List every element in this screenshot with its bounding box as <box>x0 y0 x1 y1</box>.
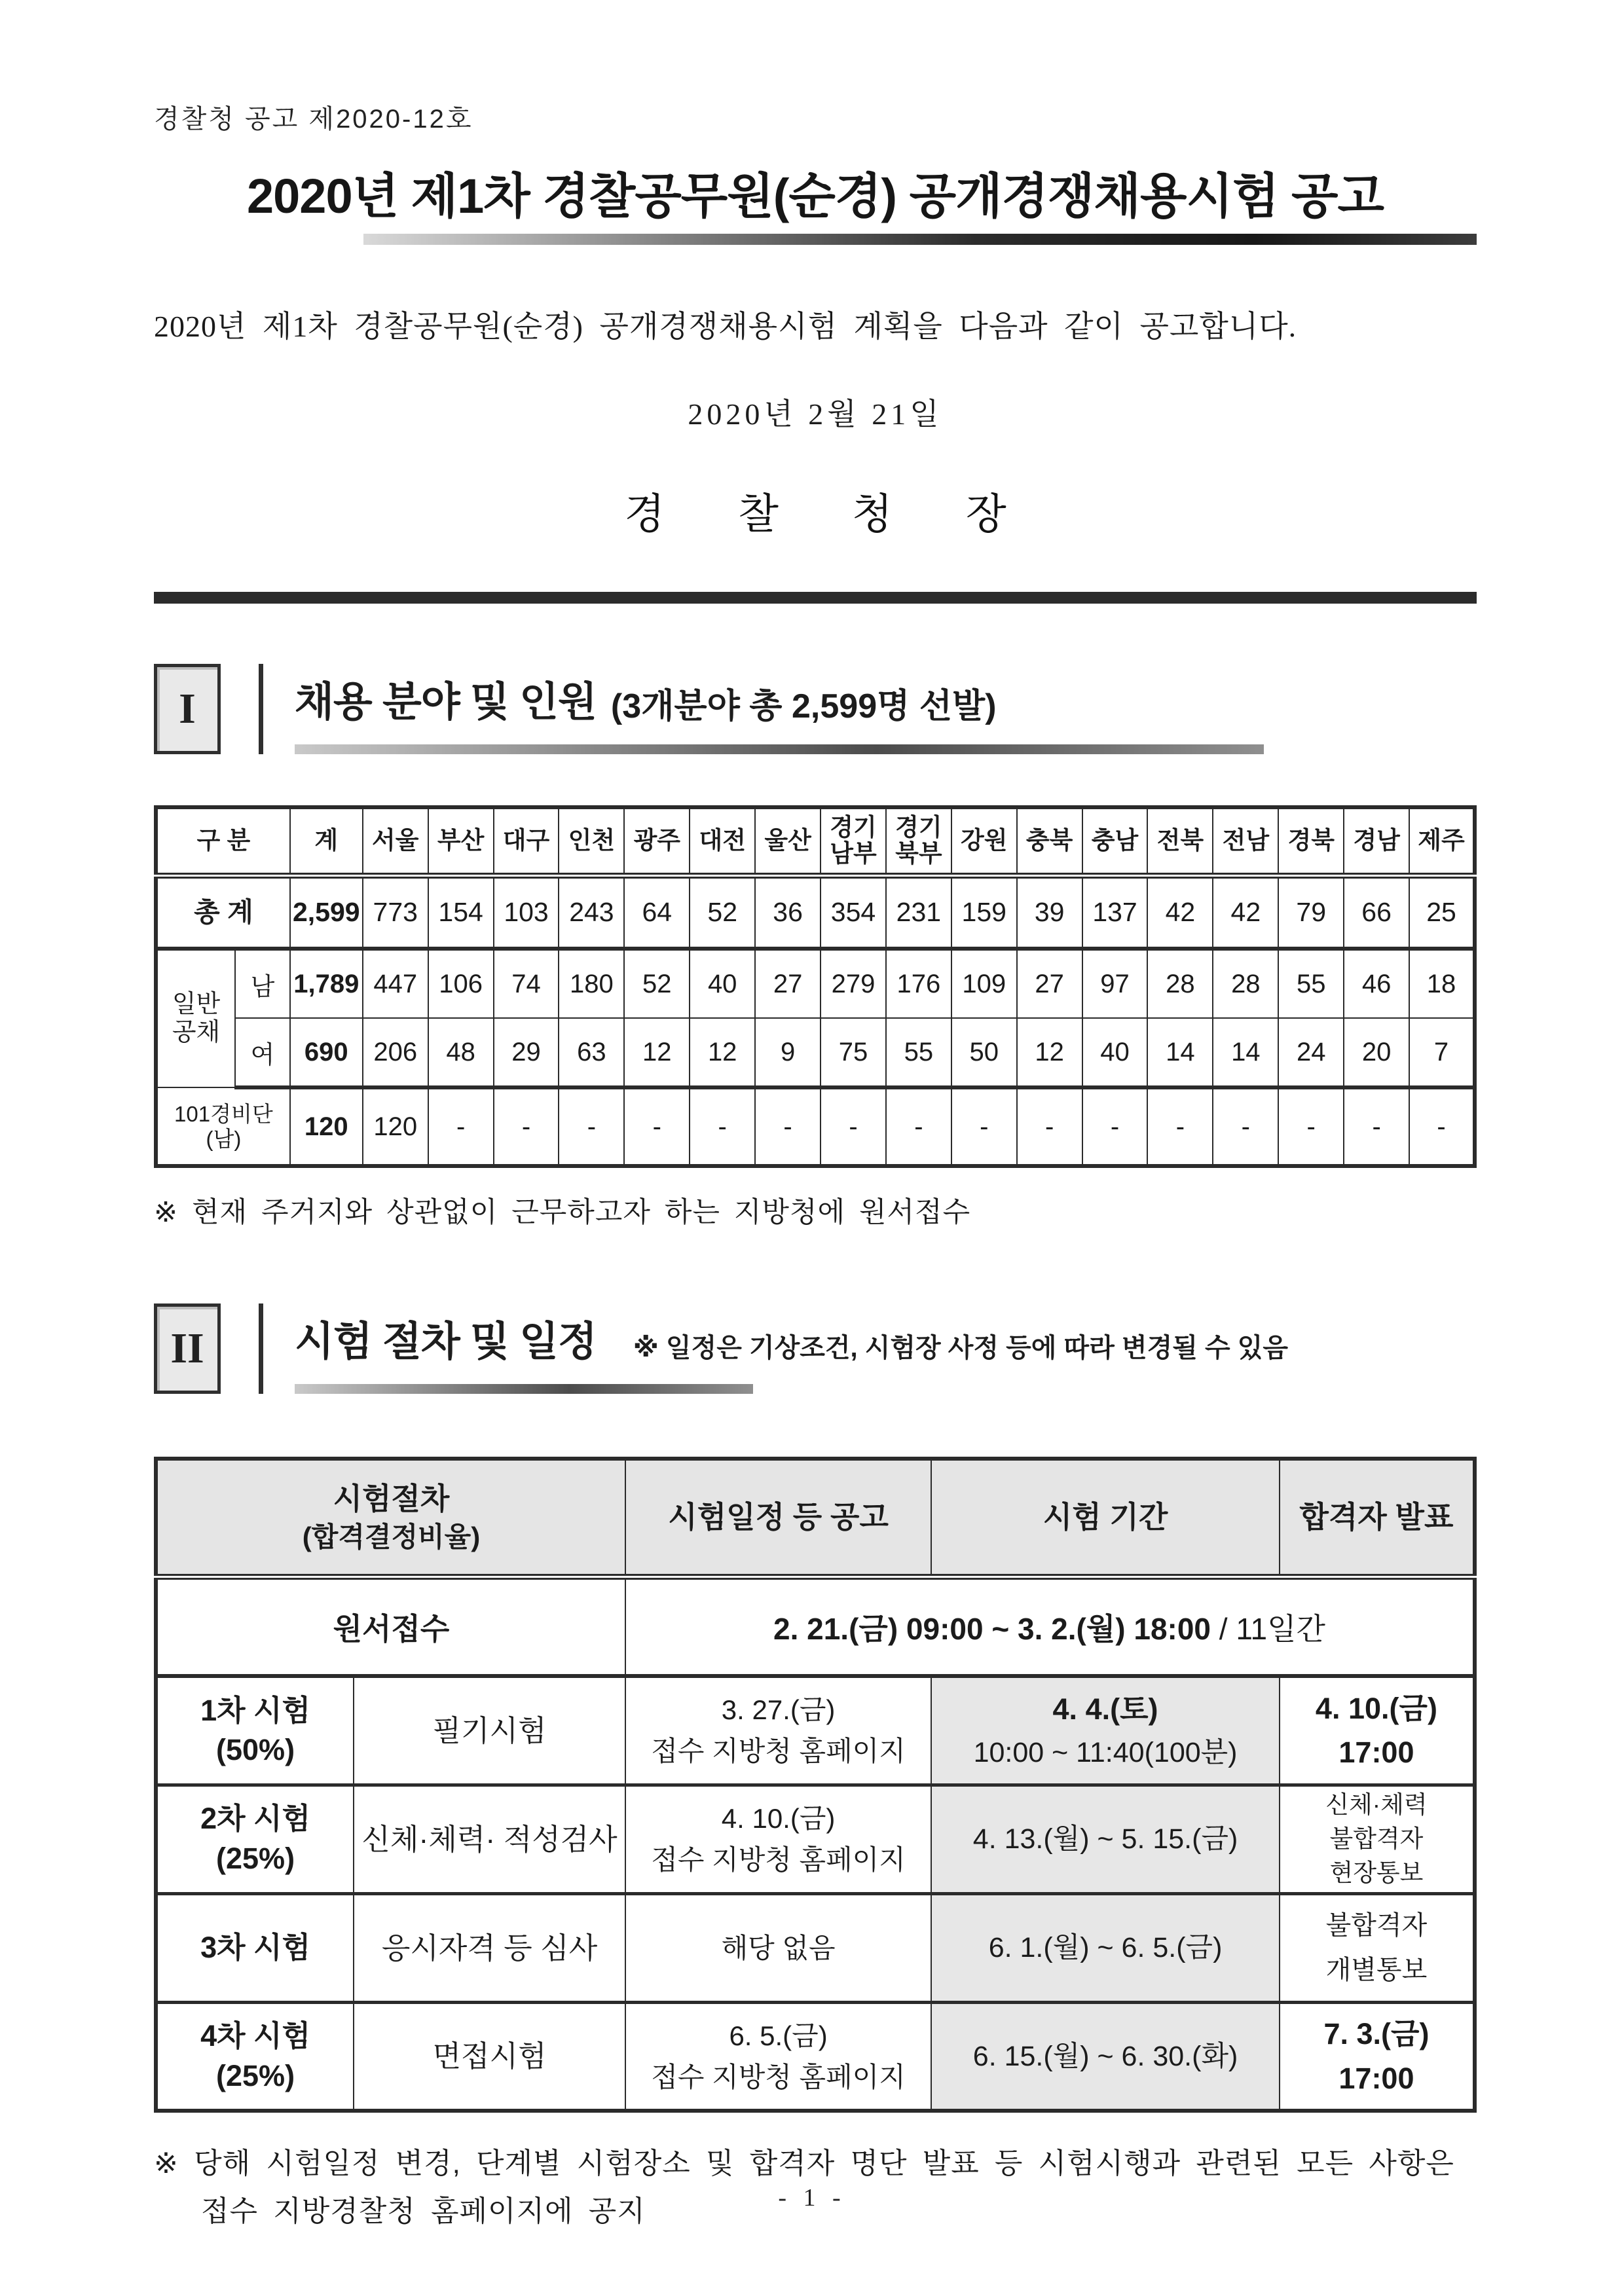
table-cell: 79 <box>1278 875 1344 949</box>
stage-type: 필기시험 <box>354 1676 625 1785</box>
table-cell: 9 <box>755 1018 821 1087</box>
table-cell: 42 <box>1147 875 1213 949</box>
stage-announce: 해당 없음 <box>625 1893 931 2002</box>
col-header-procedure-line1: 시험절차 <box>333 1481 450 1516</box>
table-cell: 55 <box>886 1018 951 1087</box>
col-header: 인천 <box>559 807 624 875</box>
stage-result: 4. 10.(금) 17:00 <box>1280 1676 1475 1785</box>
row-label-guard: 101경비단 (남) <box>156 1087 290 1166</box>
stage-name: 2차 시험 (25%) <box>156 1785 354 1893</box>
table-cell: 279 <box>821 949 886 1018</box>
table-cell: 52 <box>690 875 755 949</box>
table-cell: 12 <box>624 1018 690 1087</box>
table-cell: 50 <box>951 1018 1017 1087</box>
col-header-result: 합격자 발표 <box>1280 1459 1475 1576</box>
stage-announce: 3. 27.(금) 접수 지방청 홈페이지 <box>625 1676 931 1785</box>
col-header: 충남 <box>1082 807 1148 875</box>
table-cell: 20 <box>1344 1018 1409 1087</box>
table-cell: - <box>821 1087 886 1166</box>
stage-period: 6. 1.(월) ~ 6. 5.(금) <box>931 1893 1280 2002</box>
row-label: 총 계 <box>156 875 290 949</box>
table-cell: 12 <box>690 1018 755 1087</box>
recruit-table-header-row <box>156 807 1475 875</box>
table-cell: - <box>1213 1087 1278 1166</box>
section-1-numeral: I <box>154 664 221 754</box>
schedule-row-application <box>156 1576 1475 1676</box>
row-label-female: 여 <box>235 1018 290 1087</box>
table-cell: - <box>1344 1087 1409 1166</box>
signer-title: 경 찰 청 장 <box>624 491 1038 538</box>
schedule-row-stage1 <box>156 1676 1475 1785</box>
table-cell: 28 <box>1213 949 1278 1018</box>
table-cell: - <box>1082 1087 1148 1166</box>
stage-type: 응시자격 등 심사 <box>354 1893 625 2002</box>
stage-period: 4. 4.(토) 10:00 ~ 11:40(100분) <box>931 1676 1280 1785</box>
table-cell: 64 <box>624 875 690 949</box>
stage-name: 3차 시험 <box>156 1893 354 2002</box>
announcement-date: 2020년 2월 21일 <box>688 397 943 431</box>
table-cell: - <box>428 1087 494 1166</box>
application-label: 원서접수 <box>156 1576 625 1676</box>
stage-period: 6. 15.(월) ~ 6. 30.(화) <box>931 2002 1280 2111</box>
row-label-male: 남 <box>235 949 290 1018</box>
col-header-procedure <box>156 1459 625 1576</box>
stage-announce: 6. 5.(금) 접수 지방청 홈페이지 <box>625 2002 931 2111</box>
title-underline-bar <box>363 234 1477 245</box>
table-cell: 447 <box>363 949 428 1018</box>
schedule-row-stage4 <box>156 2002 1475 2111</box>
table-cell: 66 <box>1344 875 1409 949</box>
col-header: 계 <box>290 807 363 875</box>
section-2-body <box>259 1303 1477 1394</box>
table-cell: 7 <box>1409 1018 1475 1087</box>
stage-result: 7. 3.(금) 17:00 <box>1280 2002 1475 2111</box>
table-cell: - <box>690 1087 755 1166</box>
table-cell: - <box>1409 1087 1475 1166</box>
col-header: 부산 <box>428 807 494 875</box>
page-number: - 1 - <box>778 2184 846 2212</box>
table-cell: 75 <box>821 1018 886 1087</box>
table-cell: 159 <box>951 875 1017 949</box>
recruit-table-note: ※ 현재 주거지와 상관없이 근무하고자 하는 지방청에 원서접수 <box>154 1197 971 1228</box>
stage-name: 4차 시험 (25%) <box>156 2002 354 2111</box>
schedule-table <box>154 1457 1477 2113</box>
col-header: 대구 <box>494 807 559 875</box>
table-cell: 40 <box>1082 1018 1148 1087</box>
doc-title: 2020년 제1차 경찰공무원(순경) 공개경쟁채용시험 공고 <box>247 169 1384 223</box>
stage-type: 신체·체력· 적성검사 <box>354 1785 625 1893</box>
table-cell: 180 <box>559 949 624 1018</box>
stage-result: 불합격자 개별통보 <box>1280 1893 1475 2002</box>
table-cell: - <box>1017 1087 1082 1166</box>
section-2-title: 시험 절차 및 일정 <box>295 1319 597 1364</box>
table-cell: 63 <box>559 1018 624 1087</box>
col-header: 전남 <box>1213 807 1278 875</box>
table-cell: - <box>1278 1087 1344 1166</box>
recruit-row-guard <box>156 1087 1475 1166</box>
table-cell: 46 <box>1344 949 1409 1018</box>
table-cell: 48 <box>428 1018 494 1087</box>
application-period <box>625 1576 1475 1676</box>
col-header: 서울 <box>363 807 428 875</box>
col-header: 경남 <box>1344 807 1409 875</box>
table-cell: - <box>755 1087 821 1166</box>
stage-name: 1차 시험 (50%) <box>156 1676 354 1785</box>
table-cell: 28 <box>1147 949 1213 1018</box>
table-cell: 40 <box>690 949 755 1018</box>
table-cell: 106 <box>428 949 494 1018</box>
table-cell: 690 <box>290 1018 363 1087</box>
schedule-row-stage2 <box>156 1785 1475 1893</box>
table-cell: 18 <box>1409 949 1475 1018</box>
section-1-heading <box>154 664 1477 754</box>
col-header: 경기 남부 <box>821 807 886 875</box>
table-cell: - <box>624 1087 690 1166</box>
table-cell: 14 <box>1147 1018 1213 1087</box>
application-period-main: 2. 21.(금) 09:00 ~ 3. 2.(월) 18:00 <box>773 1611 1211 1646</box>
col-header: 충북 <box>1017 807 1082 875</box>
table-cell: 103 <box>494 875 559 949</box>
recruit-row-female <box>156 1018 1475 1087</box>
col-header-announce: 시험일정 등 공고 <box>625 1459 931 1576</box>
table-cell: 120 <box>290 1087 363 1166</box>
schedule-table-note: ※ 당해 시험일정 변경, 단계별 시험장소 및 합격자 명단 발표 등 시험시행과 관련된 모든 사항은 접수 지방경찰청 홈페이지에 공지 <box>154 2147 1454 2227</box>
table-cell: 52 <box>624 949 690 1018</box>
stage-type: 면접시험 <box>354 2002 625 2111</box>
table-cell: 14 <box>1213 1018 1278 1087</box>
table-cell: - <box>1147 1087 1213 1166</box>
col-header: 구 분 <box>156 807 290 875</box>
table-cell: 55 <box>1278 949 1344 1018</box>
table-cell: 137 <box>1082 875 1148 949</box>
table-cell: 39 <box>1017 875 1082 949</box>
table-cell: 12 <box>1017 1018 1082 1087</box>
table-cell: 1,789 <box>290 949 363 1018</box>
table-cell: 120 <box>363 1087 428 1166</box>
section-1-title: 채용 분야 및 인원 <box>295 680 597 725</box>
col-header: 경북 <box>1278 807 1344 875</box>
recruit-row-total <box>156 875 1475 949</box>
col-header: 강원 <box>951 807 1017 875</box>
table-cell: 24 <box>1278 1018 1344 1087</box>
table-cell: 773 <box>363 875 428 949</box>
col-header: 대전 <box>690 807 755 875</box>
col-header: 전북 <box>1147 807 1213 875</box>
table-cell: 231 <box>886 875 951 949</box>
table-cell: 74 <box>494 949 559 1018</box>
stage-announce: 4. 10.(금) 접수 지방청 홈페이지 <box>625 1785 931 1893</box>
table-cell: - <box>559 1087 624 1166</box>
table-cell: - <box>886 1087 951 1166</box>
section-1-underline <box>295 744 1264 754</box>
section-1-body <box>259 664 1477 754</box>
recruit-table <box>154 805 1477 1168</box>
table-cell: 97 <box>1082 949 1148 1018</box>
table-cell: 154 <box>428 875 494 949</box>
table-cell: 243 <box>559 875 624 949</box>
table-cell: 42 <box>1213 875 1278 949</box>
doc-number: 경찰청 공고 제2020-12호 <box>154 105 473 134</box>
col-header: 경기 북부 <box>886 807 951 875</box>
recruit-row-male <box>156 949 1475 1018</box>
col-header-procedure-line2: (합격결정비율) <box>302 1521 481 1552</box>
section-1-subtitle: (3개분야 총 2,599명 선발) <box>610 687 997 725</box>
table-cell: 25 <box>1409 875 1475 949</box>
table-cell: 27 <box>1017 949 1082 1018</box>
row-label-general: 일반 공채 <box>156 949 235 1087</box>
schedule-row-stage3 <box>156 1893 1475 2002</box>
section-2-underline <box>295 1384 753 1394</box>
double-rule <box>154 592 1477 604</box>
table-cell: 2,599 <box>290 875 363 949</box>
col-header: 제주 <box>1409 807 1475 875</box>
application-period-duration: / 11일간 <box>1211 1611 1325 1646</box>
intro-paragraph: 2020년 제1차 경찰공무원(순경) 공개경쟁채용시험 계획을 다음과 같이 공고합니다. <box>154 310 1297 343</box>
col-header: 울산 <box>755 807 821 875</box>
table-cell: - <box>951 1087 1017 1166</box>
stage-result: 신체·체력 불합격자 현장통보 <box>1280 1785 1475 1893</box>
table-cell: 206 <box>363 1018 428 1087</box>
table-cell: 27 <box>755 949 821 1018</box>
table-cell: 36 <box>755 875 821 949</box>
section-2-numeral: II <box>154 1303 221 1394</box>
table-cell: - <box>494 1087 559 1166</box>
table-cell: 354 <box>821 875 886 949</box>
table-cell: 109 <box>951 949 1017 1018</box>
col-header: 광주 <box>624 807 690 875</box>
table-cell: 29 <box>494 1018 559 1087</box>
col-header-period: 시험 기간 <box>931 1459 1280 1576</box>
section-2-heading <box>154 1303 1477 1394</box>
section-2-note: ※ 일정은 기상조건, 시험장 사정 등에 따라 변경될 수 있음 <box>633 1334 1289 1362</box>
stage-period: 4. 13.(월) ~ 5. 15.(금) <box>931 1785 1280 1893</box>
table-cell: 176 <box>886 949 951 1018</box>
schedule-header-row <box>156 1459 1475 1576</box>
